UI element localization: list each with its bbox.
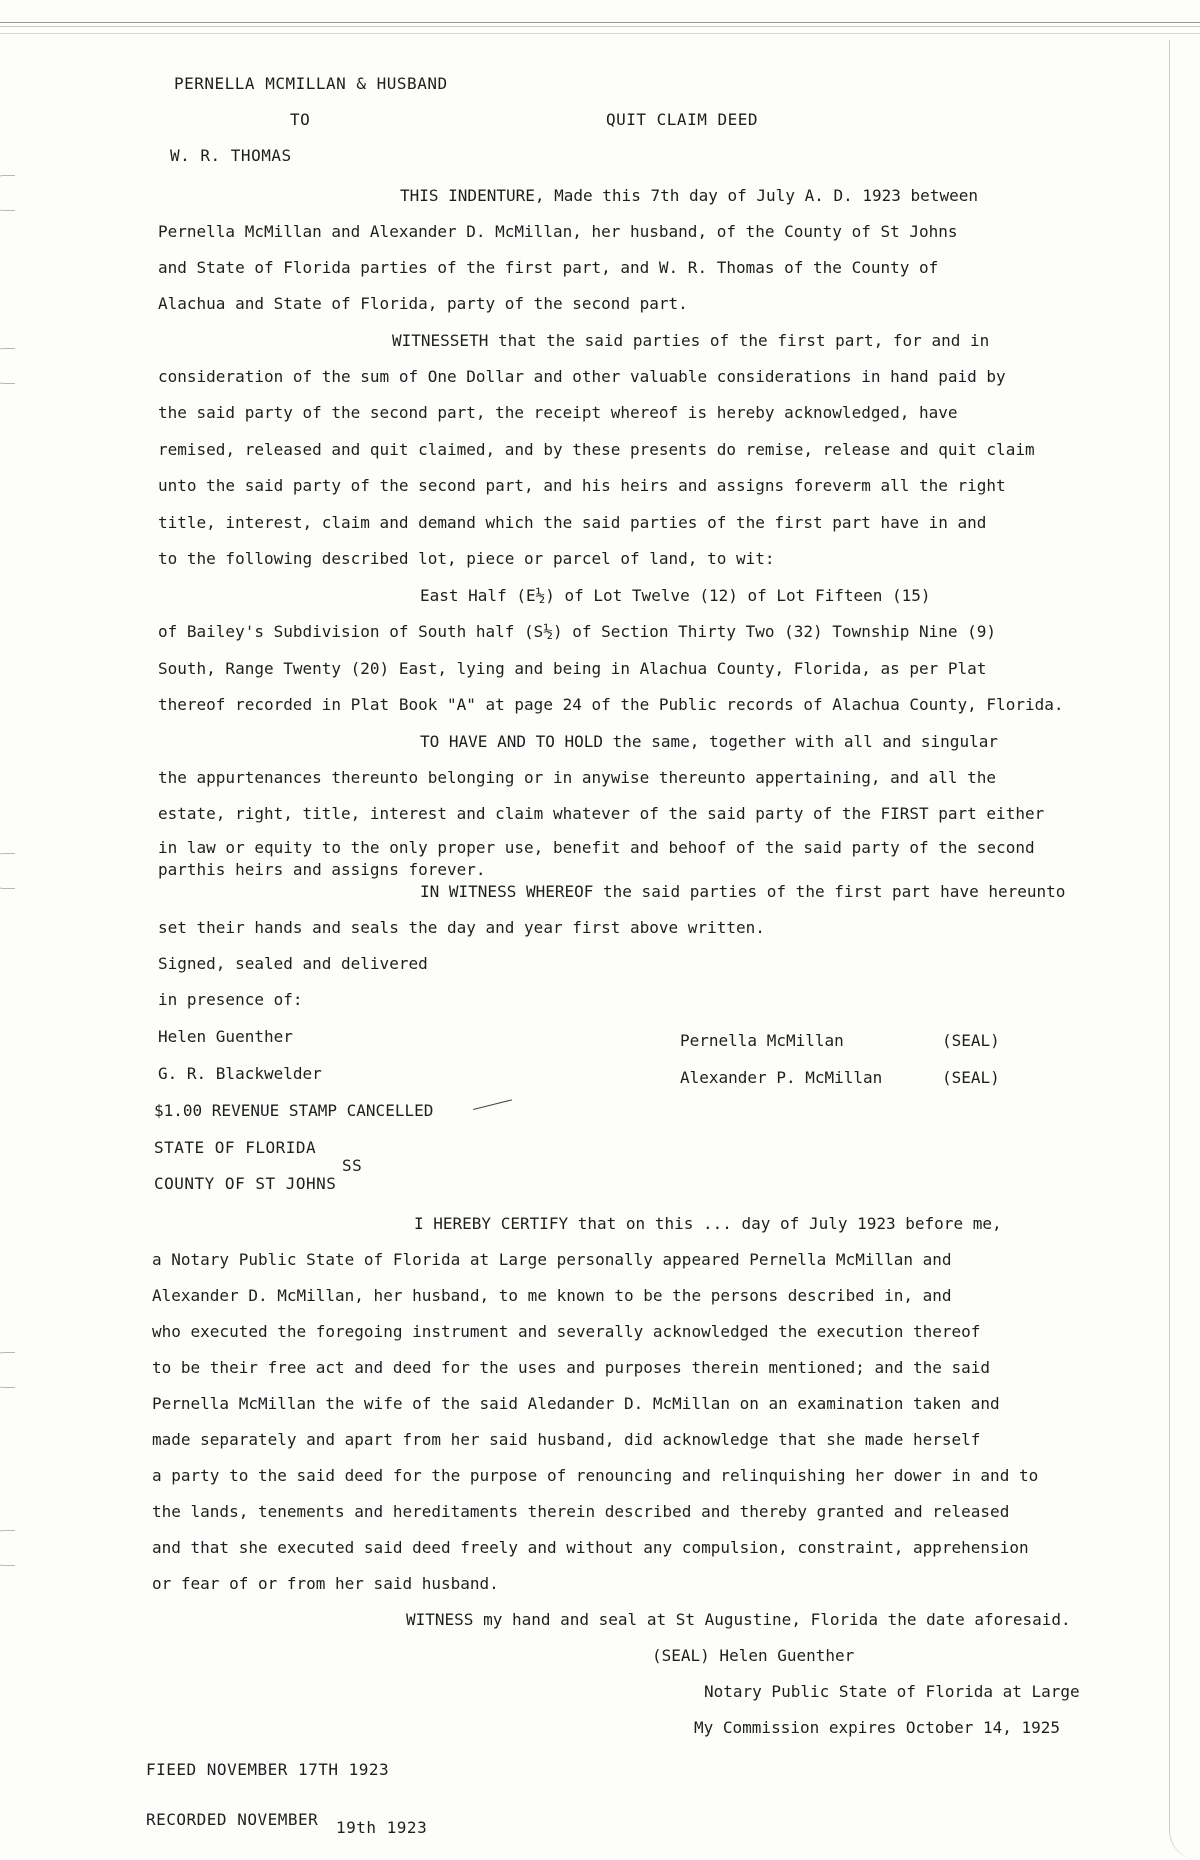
deed-line: Alachua and State of Florida, party of the second part. [158, 294, 688, 313]
filed-date: FIEED NOVEMBER 17TH 1923 [146, 1760, 390, 1779]
deed-line: THIS INDENTURE, Made this 7th day of July A. D. 1923 between [400, 186, 978, 205]
acknowledgment-line: who executed the foregoing instrument and severally acknowledged the execution thereof [152, 1322, 981, 1341]
top-rule [0, 22, 1200, 27]
habendum-line: estate, right, title, interest and claim whatever of the said party of the FIRST part either [158, 804, 1045, 823]
signer-name: Pernella McMillan [680, 1031, 844, 1050]
acknowledgment-line: I HEREBY CERTIFY that on this ... day of July 1923 before me, [414, 1214, 1002, 1233]
acknowledgment-line: a Notary Public State of Florida at Large personally appeared Pernella McMillan and [152, 1250, 952, 1269]
habendum-line: in law or equity to the only proper use, benefit and behoof of the said party of the second [158, 838, 1035, 857]
deed-line: title, interest, claim and demand which the said parties of the first part have in and [158, 513, 987, 532]
property-description-line: East Half (E½) of Lot Twelve (12) of Lot Fifteen (15) [420, 586, 931, 605]
notary-seal-name: (SEAL) Helen Guenther [652, 1646, 855, 1665]
property-description-line: South, Range Twenty (20) East, lying and being in Alachua County, Florida, as per Plat [158, 659, 987, 678]
punch-hole-mark [0, 348, 15, 384]
recorded-date: 19th 1923 [336, 1818, 428, 1837]
deed-line: Pernella McMillan and Alexander D. McMillan, her husband, of the County of St Johns [158, 222, 958, 241]
to-heading: TO [290, 110, 311, 129]
signer-seal: (SEAL) [942, 1068, 1000, 1087]
acknowledgment-line: the lands, tenements and hereditaments therein described and thereby granted and released [152, 1502, 1010, 1521]
acknowledgment-line: or fear of or from her said husband. [152, 1574, 499, 1593]
deed-line: the said party of the second part, the receipt whereof is hereby acknowledged, have [158, 403, 958, 422]
deed-line: consideration of the sum of One Dollar and other valuable considerations in hand paid by [158, 367, 1006, 386]
page-edge-curve [1169, 40, 1200, 1860]
punch-hole-mark [0, 853, 15, 889]
check-mark [473, 1099, 515, 1121]
testimonium-line: set their hands and seals the day and year first above written. [158, 918, 765, 937]
acknowledgment-line: WITNESS my hand and seal at St Augustine, Florida the date aforesaid. [406, 1610, 1071, 1629]
acknowledgment-line: a party to the said deed for the purpose of renouncing and relinquishing her dower in and to [152, 1466, 1039, 1485]
punch-hole-mark [0, 1530, 15, 1566]
acknowledgment-line: and that she executed said deed freely and without any compulsion, constraint, apprehension [152, 1538, 1029, 1557]
acknowledgment-line: Pernella McMillan the wife of the said Aledander D. McMillan on an examination taken and [152, 1394, 1000, 1413]
habendum-line: parthis heirs and assigns forever. [158, 860, 486, 879]
top-rule-secondary [0, 33, 1200, 34]
acknowledgment-line: to be their free act and deed for the uses and purposes therein mentioned; and the said [152, 1358, 991, 1377]
acknowledgment-line: Alexander D. McMillan, her husband, to me known to be the persons described in, and [152, 1286, 952, 1305]
deed-line: to the following described lot, piece or parcel of land, to wit: [158, 549, 775, 568]
venue-county: COUNTY OF ST JOHNS [154, 1174, 337, 1193]
revenue-stamp-note: $1.00 REVENUE STAMP CANCELLED [154, 1101, 434, 1120]
punch-hole-mark [0, 1352, 15, 1388]
signer-seal: (SEAL) [942, 1031, 1000, 1050]
attestation-line: Signed, sealed and delivered [158, 954, 428, 973]
deed-line: remised, released and quit claimed, and by these presents do remise, release and quit claim [158, 440, 1035, 459]
witness-name: G. R. Blackwelder [158, 1064, 322, 1083]
grantor-heading: PERNELLA MCMILLAN & HUSBAND [174, 74, 448, 93]
property-description-line: of Bailey's Subdivision of South half (S½) of Section Thirty Two (32) Township Nine (9) [158, 622, 997, 641]
grantee-heading: W. R. THOMAS [170, 146, 292, 165]
notary-commission: My Commission expires October 14, 1925 [694, 1718, 1061, 1737]
attestation-line: in presence of: [158, 990, 303, 1009]
document-type-heading: QUIT CLAIM DEED [606, 110, 758, 129]
deed-line: and State of Florida parties of the first part, and W. R. Thomas of the County of [158, 258, 939, 277]
recorded-label: RECORDED NOVEMBER [146, 1810, 319, 1829]
notary-title: Notary Public State of Florida at Large [704, 1682, 1080, 1701]
venue-ss: SS [342, 1156, 363, 1175]
testimonium-line: IN WITNESS WHEREOF the said parties of the first part have hereunto [420, 882, 1066, 901]
deed-line: unto the said party of the second part, and his heirs and assigns foreverm all the right [158, 476, 1006, 495]
punch-hole-mark [0, 175, 15, 211]
habendum-line: TO HAVE AND TO HOLD the same, together with all and singular [420, 732, 998, 751]
acknowledgment-line: made separately and apart from her said husband, did acknowledge that she made herself [152, 1430, 981, 1449]
venue-state: STATE OF FLORIDA [154, 1138, 317, 1157]
property-description-line: thereof recorded in Plat Book "A" at page 24 of the Public records of Alachua County, Florida. [158, 695, 1064, 714]
habendum-line: the appurtenances thereunto belonging or in anywise thereunto appertaining, and all the [158, 768, 997, 787]
deed-line: WITNESSETH that the said parties of the first part, for and in [392, 331, 990, 350]
witness-name: Helen Guenther [158, 1027, 293, 1046]
signer-name: Alexander P. McMillan [680, 1068, 883, 1087]
